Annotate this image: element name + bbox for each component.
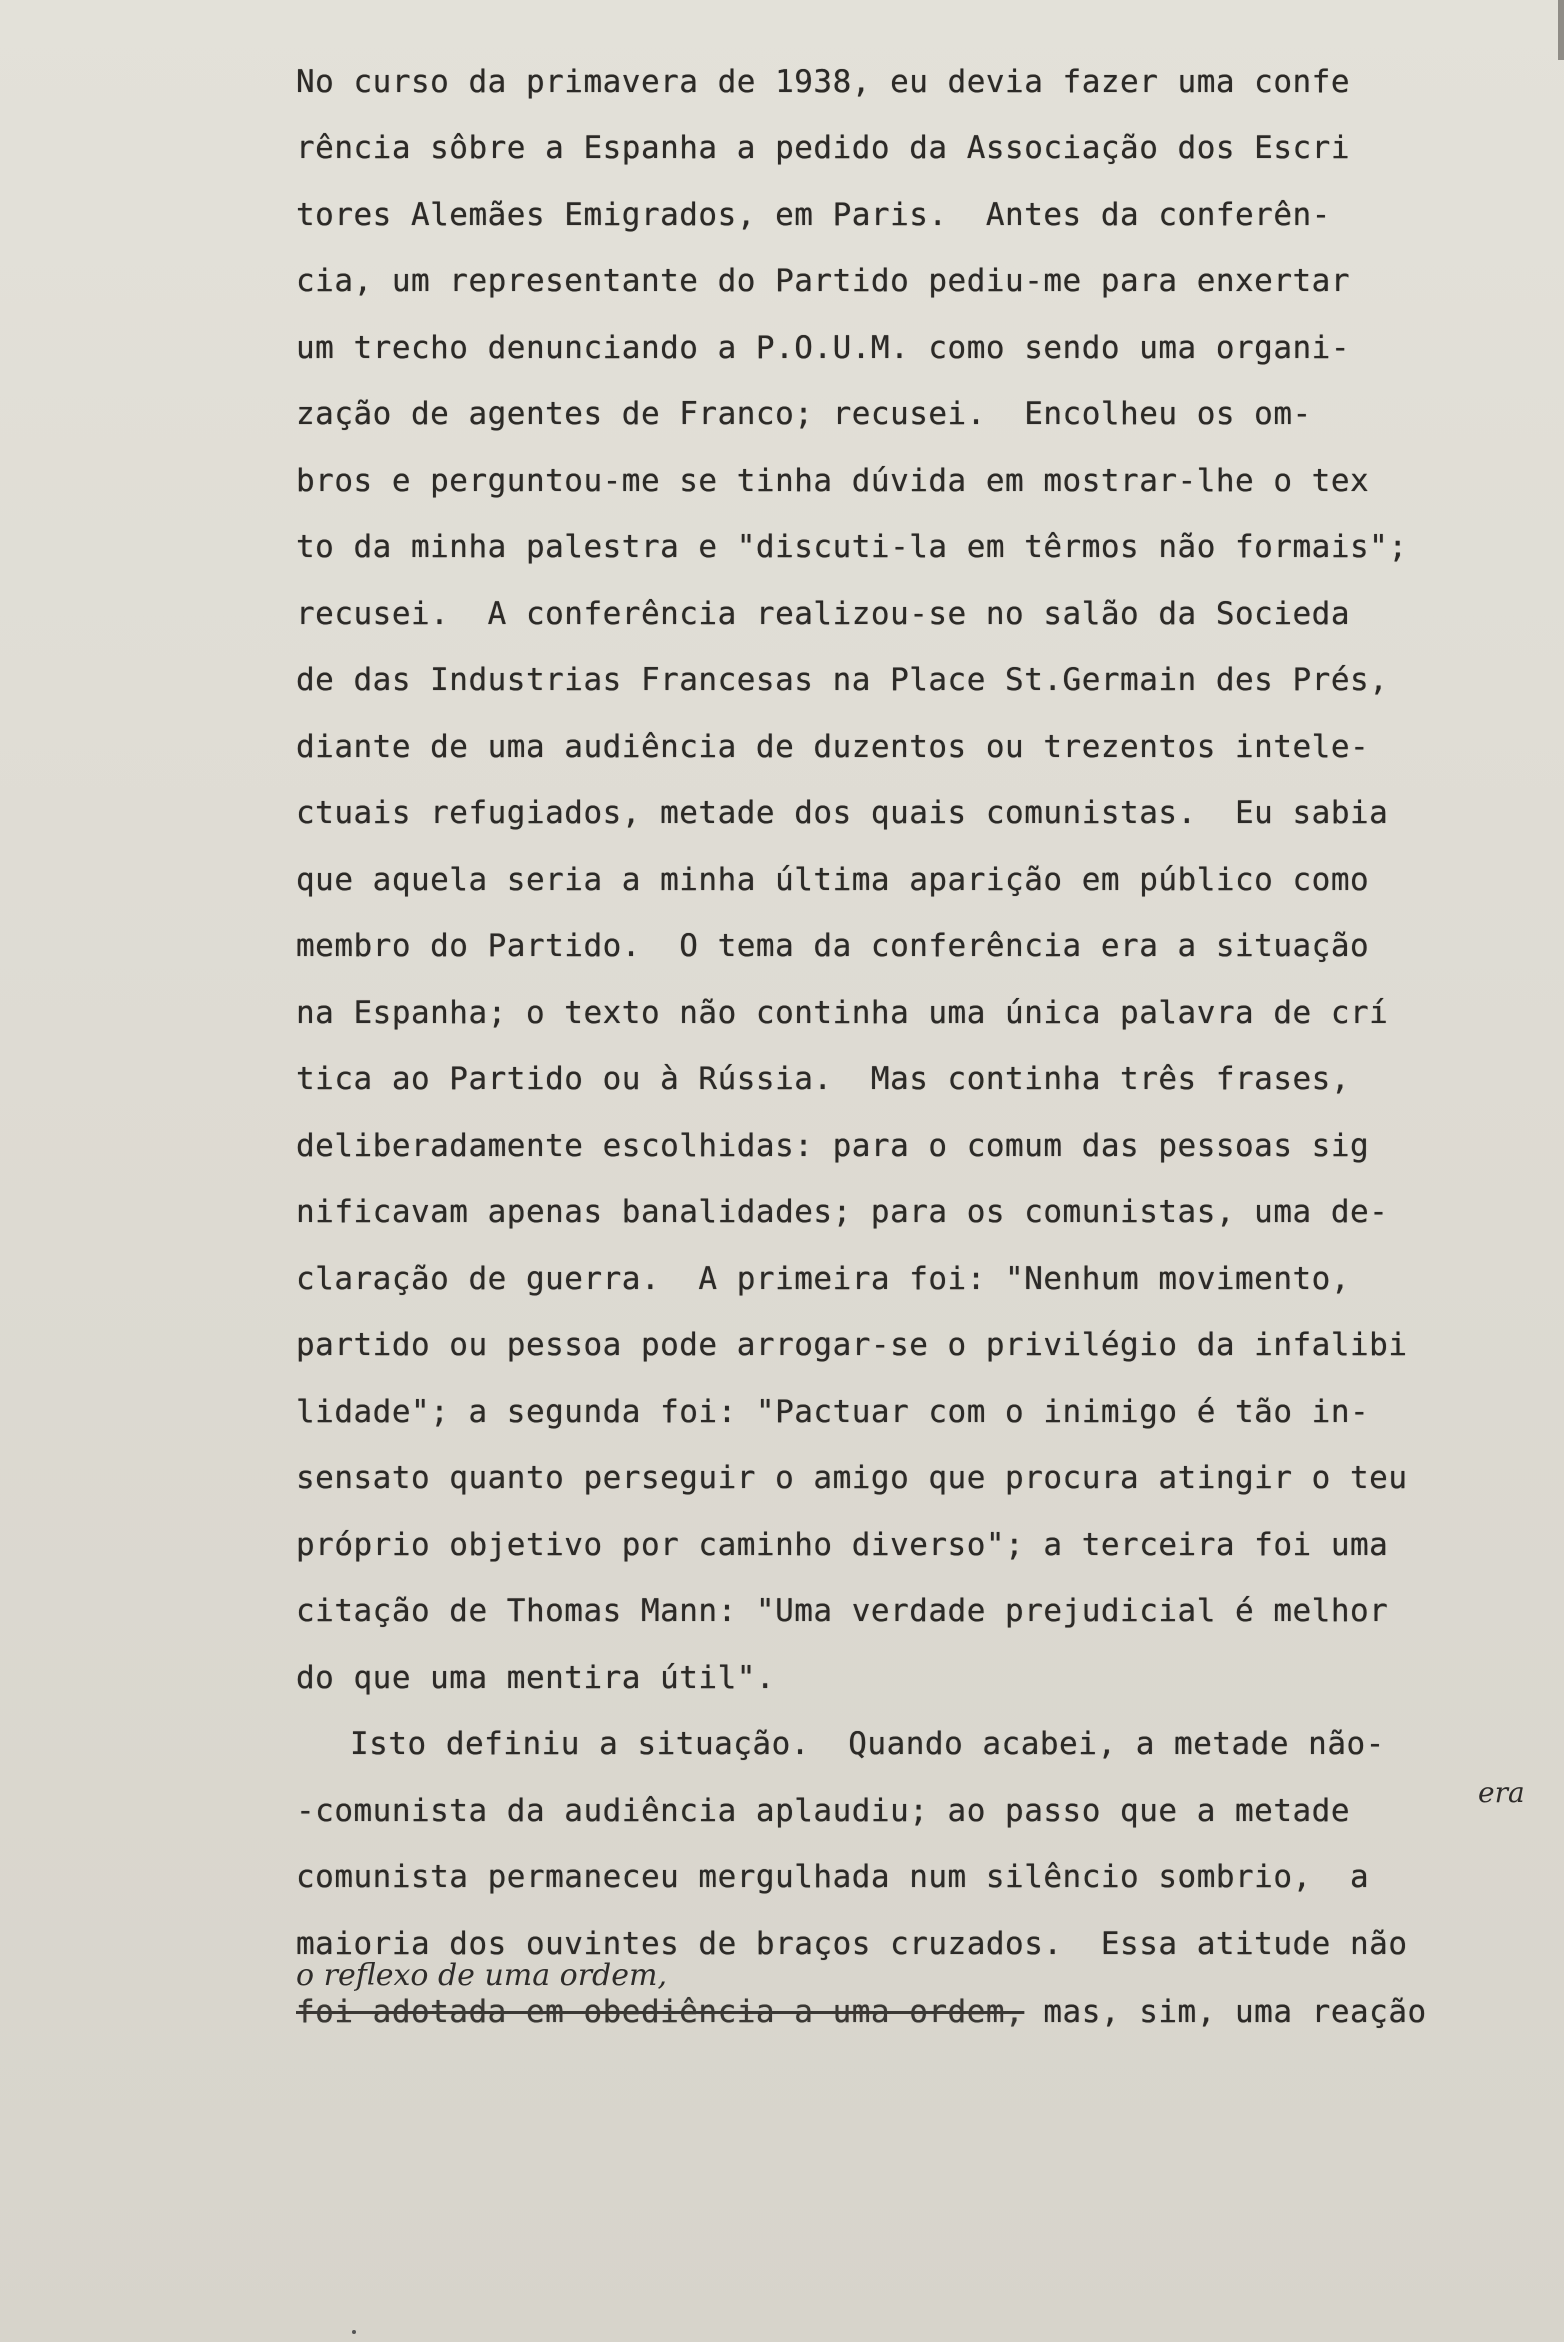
text-line: tica ao Partido ou à Rússia. Mas continha três frases,: [296, 1061, 1350, 1097]
text-line-with-strikethrough: [296, 1992, 1474, 2032]
text-line: lidade"; a segunda foi: "Pactuar com o inimigo é tão in-: [296, 1394, 1370, 1430]
text-line: claração de guerra. A primeira foi: "Nenhum movimento,: [296, 1261, 1350, 1297]
text-line: de das Industrias Francesas na Place St.Germain des Prés,: [296, 662, 1389, 698]
text-line: No curso da primavera de 1938, eu devia fazer uma confe: [296, 64, 1350, 100]
struck-text: foi adotada em obediência a uma ordem,: [296, 1994, 1025, 2030]
text-line: -comunista da audiência aplaudiu; ao passo que a metade: [296, 1793, 1350, 1829]
page-edge-shadow: [1558, 0, 1564, 60]
text-line: tores Alemães Emigrados, em Paris. Antes da conferên-: [296, 197, 1331, 233]
text-line: próprio objetivo por caminho diverso"; a terceira foi uma: [296, 1527, 1389, 1563]
text-line: cia, um representante do Partido pediu-me para enxertar: [296, 263, 1350, 299]
text-line: do que uma mentira útil".: [296, 1660, 776, 1696]
text-line: citação de Thomas Mann: "Uma verdade prejudicial é melhor: [296, 1593, 1389, 1629]
text-line: nificavam apenas banalidades; para os comunistas, uma de-: [296, 1194, 1389, 1230]
text-line: membro do Partido. O tema da conferência era a situação: [296, 928, 1370, 964]
speck: [352, 2330, 356, 2334]
text-line: maioria dos ouvintes de braços cruzados. Essa atitude não: [296, 1926, 1408, 1962]
text-line: ctuais refugiados, metade dos quais comunistas. Eu sabia: [296, 795, 1389, 831]
text-line: recusei. A conferência realizou-se no salão da Socieda: [296, 596, 1350, 632]
text-line: sensato quanto perseguir o amigo que procura atingir o teu: [296, 1460, 1408, 1496]
text-line: deliberadamente escolhidas: para o comum das pessoas sig: [296, 1128, 1370, 1164]
text-line: to da minha palestra e "discuti-la em têrmos não formais";: [296, 529, 1408, 565]
paragraph-start-line: Isto definiu a situação. Quando acabei, a metade não-: [350, 1726, 1385, 1762]
text-line: zação de agentes de Franco; recusei. Encolheu os om-: [296, 396, 1312, 432]
text-line: partido ou pessoa pode arrogar-se o privilégio da infalibi: [296, 1327, 1408, 1363]
text-line: bros e perguntou-me se tinha dúvida em mostrar-lhe o tex: [296, 463, 1370, 499]
text-line: que aquela seria a minha última aparição em público como: [296, 862, 1370, 898]
text-line: diante de uma audiência de duzentos ou trezentos intele-: [296, 729, 1370, 765]
text-line: na Espanha; o texto não continha uma única palavra de crí: [296, 995, 1389, 1031]
text-line: rência sôbre a Espanha a pedido da Associação dos Escri: [296, 130, 1350, 166]
text-line: comunista permaneceu mergulhada num silêncio sombrio, a: [296, 1859, 1370, 1895]
text-line: um trecho denunciando a P.O.U.M. como sendo uma organi-: [296, 330, 1350, 366]
handwritten-insertion: o reflexo de uma ordem,: [296, 1958, 668, 1993]
remaining-text: mas, sim, uma reação: [1024, 1994, 1427, 2030]
handwritten-margin-note: era: [1478, 1776, 1525, 1809]
